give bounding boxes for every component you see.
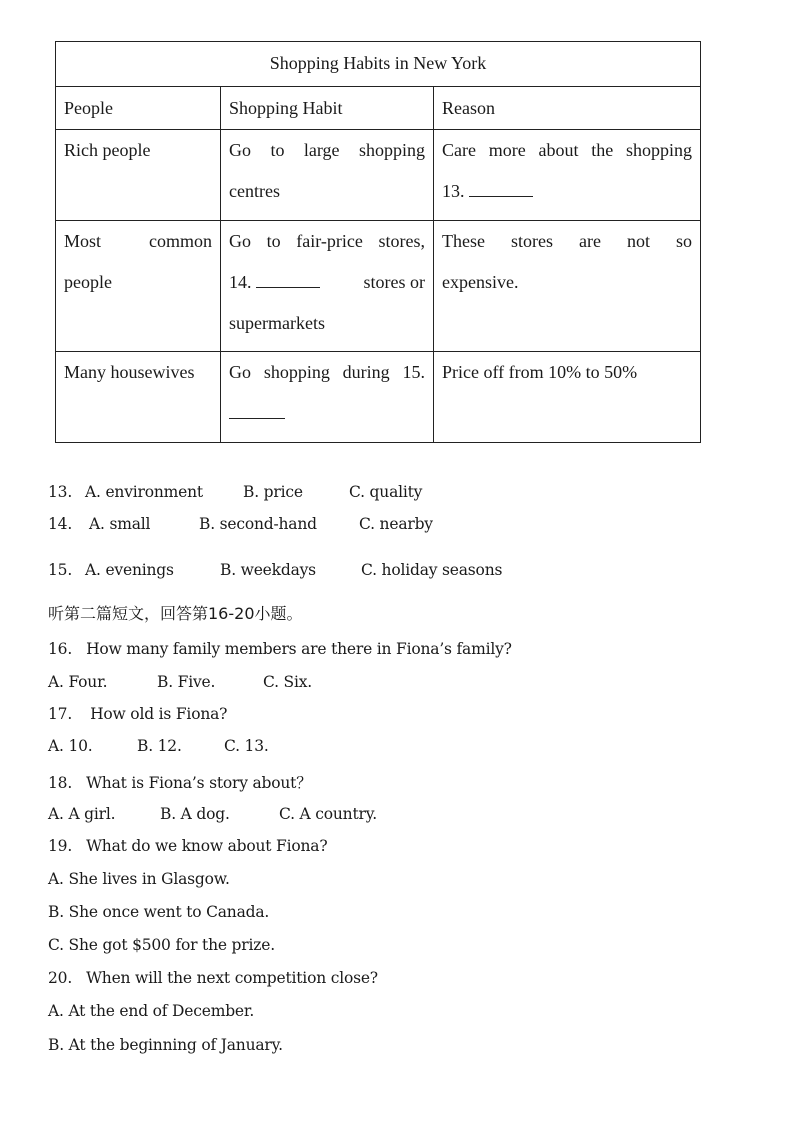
table-row (56, 352, 701, 443)
option-c: C. She got $500 for the prize. (48, 936, 275, 954)
cell-habit: Go to fair-price stores, 14. stores or supermarkets (221, 221, 434, 352)
question-20: 20. When will the next competition close? (48, 969, 378, 987)
option-b: B. 12. (137, 737, 182, 755)
option-a: A. A girl. (48, 805, 116, 823)
question-14: 14. (48, 515, 73, 533)
question-13: 13. (48, 483, 73, 501)
cell-people: Many housewives (56, 352, 221, 443)
header-reason: Reason (434, 87, 701, 130)
option-b: B. Five. (157, 673, 216, 691)
question-16: 16. How many family members are there in Fiona’s family? (48, 640, 512, 658)
answer-blank (469, 195, 533, 197)
table-title: Shopping Habits in New York (56, 42, 701, 87)
option-c: C. Six. (263, 673, 313, 691)
shopping-habits-table (55, 41, 701, 443)
option-a: A. evenings (85, 561, 174, 579)
option-c: C. quality (349, 483, 423, 501)
question-17: 17. How old is Fiona? (48, 705, 228, 723)
cell-habit: Go shopping during 15. (221, 352, 434, 443)
option-b: B. weekdays (220, 561, 316, 579)
option-b: B. second-hand (199, 515, 317, 533)
cell-reason: Price off from 10% to 50% (434, 352, 701, 443)
answer-blank (229, 417, 285, 419)
option-b: B. price (243, 483, 303, 501)
header-people: People (56, 87, 221, 130)
question-15: 15. (48, 561, 73, 579)
cell-people: Most common people (56, 221, 221, 352)
cell-habit: Go to large shopping centres (221, 130, 434, 221)
table-row (56, 130, 701, 221)
option-b: B. At the beginning of January. (48, 1036, 283, 1054)
header-shopping-habit: Shopping Habit (221, 87, 434, 130)
option-c: C. A country. (279, 805, 377, 823)
answer-blank (256, 286, 320, 288)
cell-people: Rich people (56, 130, 221, 221)
option-a: A. 10. (48, 737, 93, 755)
option-c: C. nearby (359, 515, 433, 533)
option-a: A. Four. (48, 673, 108, 691)
option-a: A. At the end of December. (48, 1002, 255, 1020)
option-a: A. small (89, 515, 151, 533)
cell-reason: Care more about the shopping 13. (434, 130, 701, 221)
question-18: 18. What is Fiona’s story about？ (48, 774, 312, 792)
cell-reason: These stores are not so expensive. (434, 221, 701, 352)
section-heading: 听第二篇短文，回答第16-20小题。 (48, 604, 303, 623)
table-row (56, 221, 701, 352)
question-19: 19. What do we know about Fiona? (48, 837, 328, 855)
option-c: C. holiday seasons (361, 561, 503, 579)
option-a: A. environment (85, 483, 203, 501)
option-b: B. A dog. (160, 805, 230, 823)
option-c: C. 13. (224, 737, 269, 755)
option-b: B. She once went to Canada. (48, 903, 270, 921)
option-a: A. She lives in Glasgow. (48, 870, 230, 888)
